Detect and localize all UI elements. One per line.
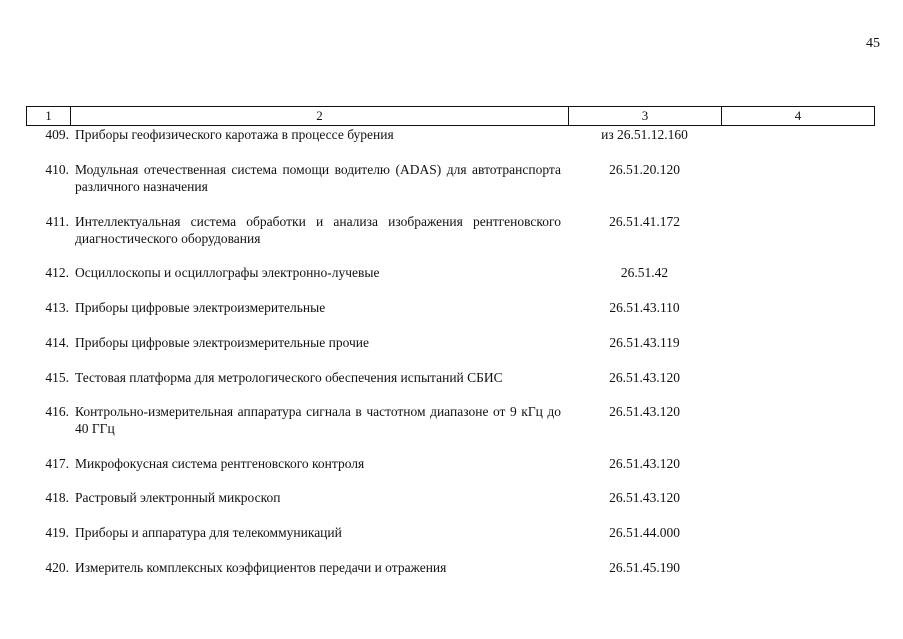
table-header-row bbox=[26, 106, 875, 126]
row-number: 416. bbox=[45, 404, 69, 419]
row-code: 26.51.42 bbox=[620, 265, 669, 280]
header-cell-4: 4 bbox=[794, 108, 802, 123]
row-name: Модульная отечественная система помощи водителю (ADAS) для автотранспорта различного назначения bbox=[75, 162, 561, 194]
header-cell-1: 1 bbox=[27, 107, 71, 125]
row-name: Тестовая платформа для метрологического обеспечения испытаний СБИС bbox=[75, 370, 503, 385]
row-name: Растровый электронный микроскоп bbox=[75, 490, 281, 505]
row-number: 413. bbox=[45, 300, 69, 315]
row-code: 26.51.43.120 bbox=[609, 456, 680, 471]
row-number: 414. bbox=[45, 335, 69, 350]
row-code: из 26.51.12.160 bbox=[601, 127, 688, 142]
row-number: 410. bbox=[45, 162, 69, 177]
row-number: 417. bbox=[45, 456, 69, 471]
row-name: Измеритель комплексных коэффициентов передачи и отражения bbox=[75, 560, 447, 575]
row-name: Интеллектуальная система обработки и анализа изображения рентгеновского диагностического оборудования bbox=[75, 214, 561, 246]
products-table bbox=[26, 106, 875, 575]
row-code: 26.51.43.120 bbox=[609, 370, 680, 385]
row-code: 26.51.45.190 bbox=[609, 560, 680, 575]
header-cell-3: 3 bbox=[569, 107, 722, 125]
row-code: 26.51.44.000 bbox=[609, 525, 680, 540]
row-code: 26.51.20.120 bbox=[609, 162, 680, 177]
row-name: Приборы цифровые электроизмерительные прочие bbox=[75, 335, 369, 350]
row-code: 26.51.43.110 bbox=[609, 300, 680, 315]
row-number: 418. bbox=[45, 490, 69, 505]
row-name: Микрофокусная система рентгеновского контроля bbox=[75, 456, 365, 471]
row-code: 26.51.43.120 bbox=[609, 490, 680, 505]
row-code: 26.51.43.120 bbox=[609, 404, 680, 419]
row-code: 26.51.43.119 bbox=[609, 335, 680, 350]
row-name: Приборы геофизического каротажа в процессе бурения bbox=[75, 127, 394, 142]
row-number: 420. bbox=[45, 560, 69, 575]
page-number: 45 bbox=[866, 36, 880, 51]
row-number: 409. bbox=[45, 127, 69, 142]
header-cell-2: 2 bbox=[71, 107, 569, 125]
row-name: Приборы цифровые электроизмерительные bbox=[75, 300, 326, 315]
row-number: 411. bbox=[45, 214, 69, 229]
row-number: 415. bbox=[45, 370, 69, 385]
row-code: 26.51.41.172 bbox=[609, 214, 680, 229]
row-name: Осциллоскопы и осциллографы электронно-лучевые bbox=[75, 265, 380, 280]
row-name: Приборы и аппаратура для телекоммуникаций bbox=[75, 525, 342, 540]
row-number: 412. bbox=[45, 265, 69, 280]
row-name: Контрольно-измерительная аппаратура сигнала в частотном диапазоне от 9 кГц до 40 ГГц bbox=[75, 404, 561, 436]
row-number: 419. bbox=[45, 525, 69, 540]
